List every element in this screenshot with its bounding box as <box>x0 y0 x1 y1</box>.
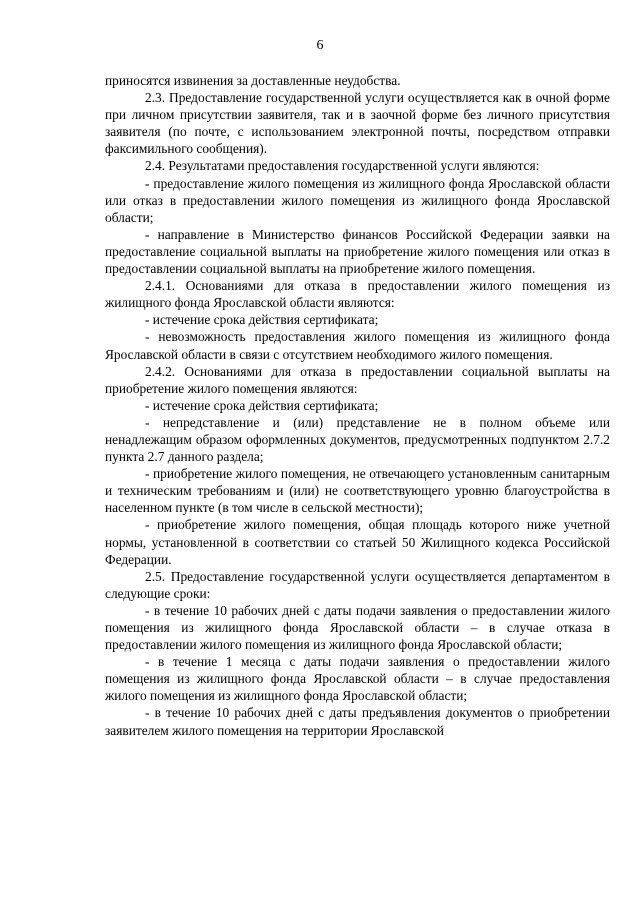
list-item-result-housing: - предоставление жилого помещения из жилищного фонда Ярославской области или отказ в предоставлении жилого помещения из жилищного фонда Ярославской области; <box>105 175 610 225</box>
paragraph-2-5: 2.5. Предоставление государственной услуги осуществляется департаментом в следующие сроки: <box>105 568 610 601</box>
document-body <box>105 72 610 739</box>
list-item-term-10-days-refusal: - в течение 10 рабочих дней с даты подачи заявления о предоставлении жилого помещения из жилищного фонда Ярославской области – в случае отказа в предоставлении жилого помещения из жилищного фонда Ярославской области; <box>105 602 610 653</box>
list-item-result-payment: - направление в Министерство финансов Российской Федерации заявки на предоставление социальной выплаты на приобретение жилого помещения или отказ в предоставлении социальной выплаты на приобретение жилого помещения. <box>105 226 610 277</box>
paragraph-2-3: 2.3. Предоставление государственной услуги осуществляется как в очной форме при личном присутствии заявителя, так и в заочной форме без личного присутствия заявителя (по почте, с использованием электронной почты, посредством отправки факсимильного сообщения). <box>105 90 610 157</box>
paragraph-2-4: 2.4. Результатами предоставления государственной услуги являются: <box>145 158 540 174</box>
paragraph-2-4-1: 2.4.1. Основаниями для отказа в предоставлении жилого помещения из жилищного фонда Ярославской области являются: <box>105 278 610 311</box>
list-item-area-below-norm: - приобретение жилого помещения, общая площадь которого ниже учетной нормы, установленной в соответствии со статьей 50 Жилищного кодекса Российской Федерации. <box>105 517 610 567</box>
list-item-term-1-month: - в течение 1 месяца с даты подачи заявления о предоставлении жилого помещения из жилищного фонда Ярославской области – в случае предоставления жилого помещения из жилищного фонда Ярославской области; <box>105 654 610 704</box>
list-item-no-housing: - невозможность предоставления жилого помещения из жилищного фонда Ярославской области в связи с отсутствием необходимого жилого помещения. <box>105 329 610 362</box>
paragraph-continuation: приносятся извинения за доставленные неудобства. <box>105 73 401 88</box>
paragraph-2-4-2: 2.4.2. Основаниями для отказа в предоставлении социальной выплаты на приобретение жилого помещения являются: <box>105 363 610 396</box>
list-item-missing-documents: - непредставление и (или) представление не в полном объеме или ненадлежащим образом оформленных документов, предусмотренных подпунктом 2.7.2 пункта 2.7 данного раздела; <box>105 414 610 465</box>
list-item-certificate-expiry: - истечение срока действия сертификата; <box>145 312 379 328</box>
list-item-non-compliant-housing: - приобретение жилого помещения, не отвечающего установленным санитарным и техническим требованиям и (или) не соответствующего уровню благоустройства в населенном пункте (в том числе в сельской местности); <box>105 466 610 516</box>
list-item-term-10-days-documents: - в течение 10 рабочих дней с даты предъявления документов о приобретении заявителем жилого помещения на территории Ярославской <box>105 705 610 738</box>
page-number: 6 <box>316 38 324 53</box>
list-item-certificate-expiry-2: - истечение срока действия сертификата; <box>145 397 379 413</box>
